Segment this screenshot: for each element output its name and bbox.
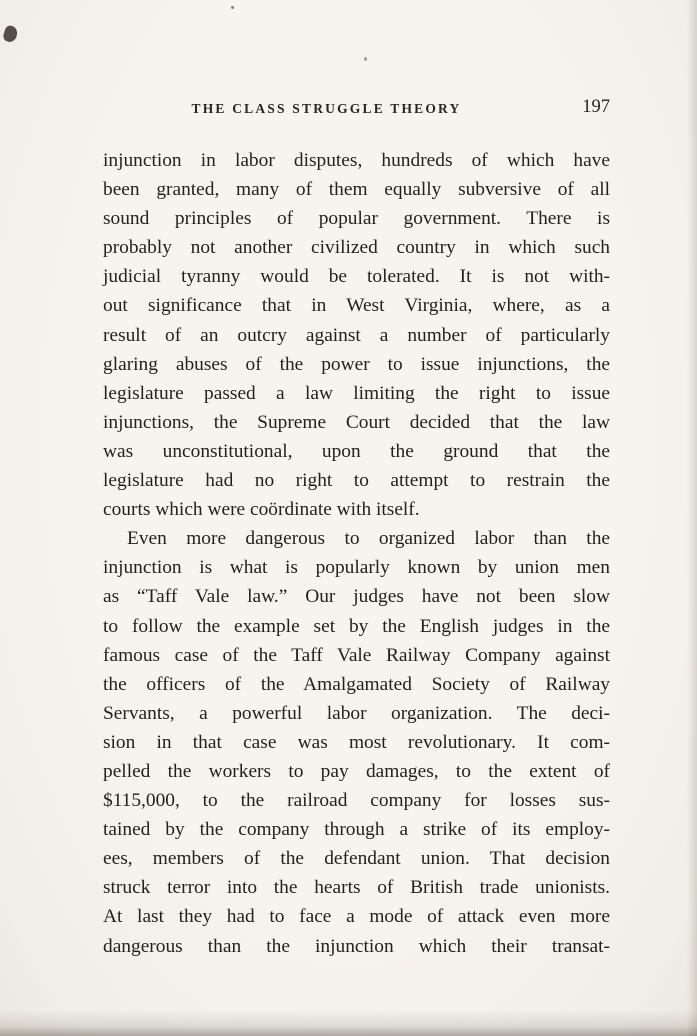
text-line: struck terror into the hearts of British trade unionists. xyxy=(103,877,610,899)
text-line: sion in that case was most revolutionary. It com- xyxy=(103,731,610,753)
scan-dot-artifact xyxy=(364,57,367,61)
page-number: 197 xyxy=(582,97,610,117)
text-line: legislature had no right to attempt to restrain the xyxy=(103,470,610,492)
text-line: sound principles of popular government. There is xyxy=(103,208,610,230)
running-title: THE CLASS STRUGGLE THEORY xyxy=(191,101,462,116)
text-line: was unconstitutional, upon the ground that the xyxy=(103,440,610,462)
scan-dot-artifact xyxy=(231,6,234,9)
text-line: result of an outcry against a number of particularly xyxy=(103,324,610,346)
text-line: famous case of the Taff Vale Railway Company against xyxy=(103,644,610,666)
text-line: injunction in labor disputes, hundreds of which have xyxy=(103,150,610,171)
text-line: injunction is what is popularly known by union men xyxy=(103,557,610,579)
text-line: glaring abuses of the power to issue injunctions, the xyxy=(103,353,610,375)
text-line: been granted, many of them equally subversive of all xyxy=(103,179,610,201)
paragraph xyxy=(103,524,610,960)
text-line: pelled the workers to pay damages, to the extent of xyxy=(103,760,610,782)
text-line: $115,000, to the railroad company for losses sus- xyxy=(103,790,610,812)
text-line: probably not another civilized country in which such xyxy=(103,237,610,259)
text-line: courts which were coördinate with itself. xyxy=(103,499,420,521)
text-line: injunctions, the Supreme Court decided that the law xyxy=(103,411,610,433)
paragraph xyxy=(103,146,610,524)
text-line: out significance that in West Virginia, where, as a xyxy=(103,295,610,317)
text-line: Even more dangerous to organized labor than the xyxy=(127,528,610,550)
text-line: judicial tyranny would be tolerated. It is not with- xyxy=(103,266,610,288)
text-line: tained by the company through a strike of its employ- xyxy=(103,819,610,841)
scan-speck-artifact xyxy=(2,24,19,43)
text-line: At last they had to face a mode of attack even more xyxy=(103,906,610,928)
text-line: ees, members of the defendant union. That decision xyxy=(103,848,610,870)
page-header xyxy=(103,97,610,123)
text-line: dangerous than the injunction which their transat- xyxy=(103,935,610,957)
text-line: the officers of the Amalgamated Society of Railway xyxy=(103,673,610,695)
body-text xyxy=(103,146,610,961)
text-line: to follow the example set by the English judges in the xyxy=(103,615,610,637)
scan-edge-shadow xyxy=(687,0,697,1036)
text-line: Servants, a powerful labor organization. The deci- xyxy=(103,702,610,724)
scan-bottom-shadow xyxy=(0,1010,697,1036)
text-line: legislature passed a law limiting the right to issue xyxy=(103,382,610,404)
text-line: as “Taff Vale law.” Our judges have not been slow xyxy=(103,586,610,608)
